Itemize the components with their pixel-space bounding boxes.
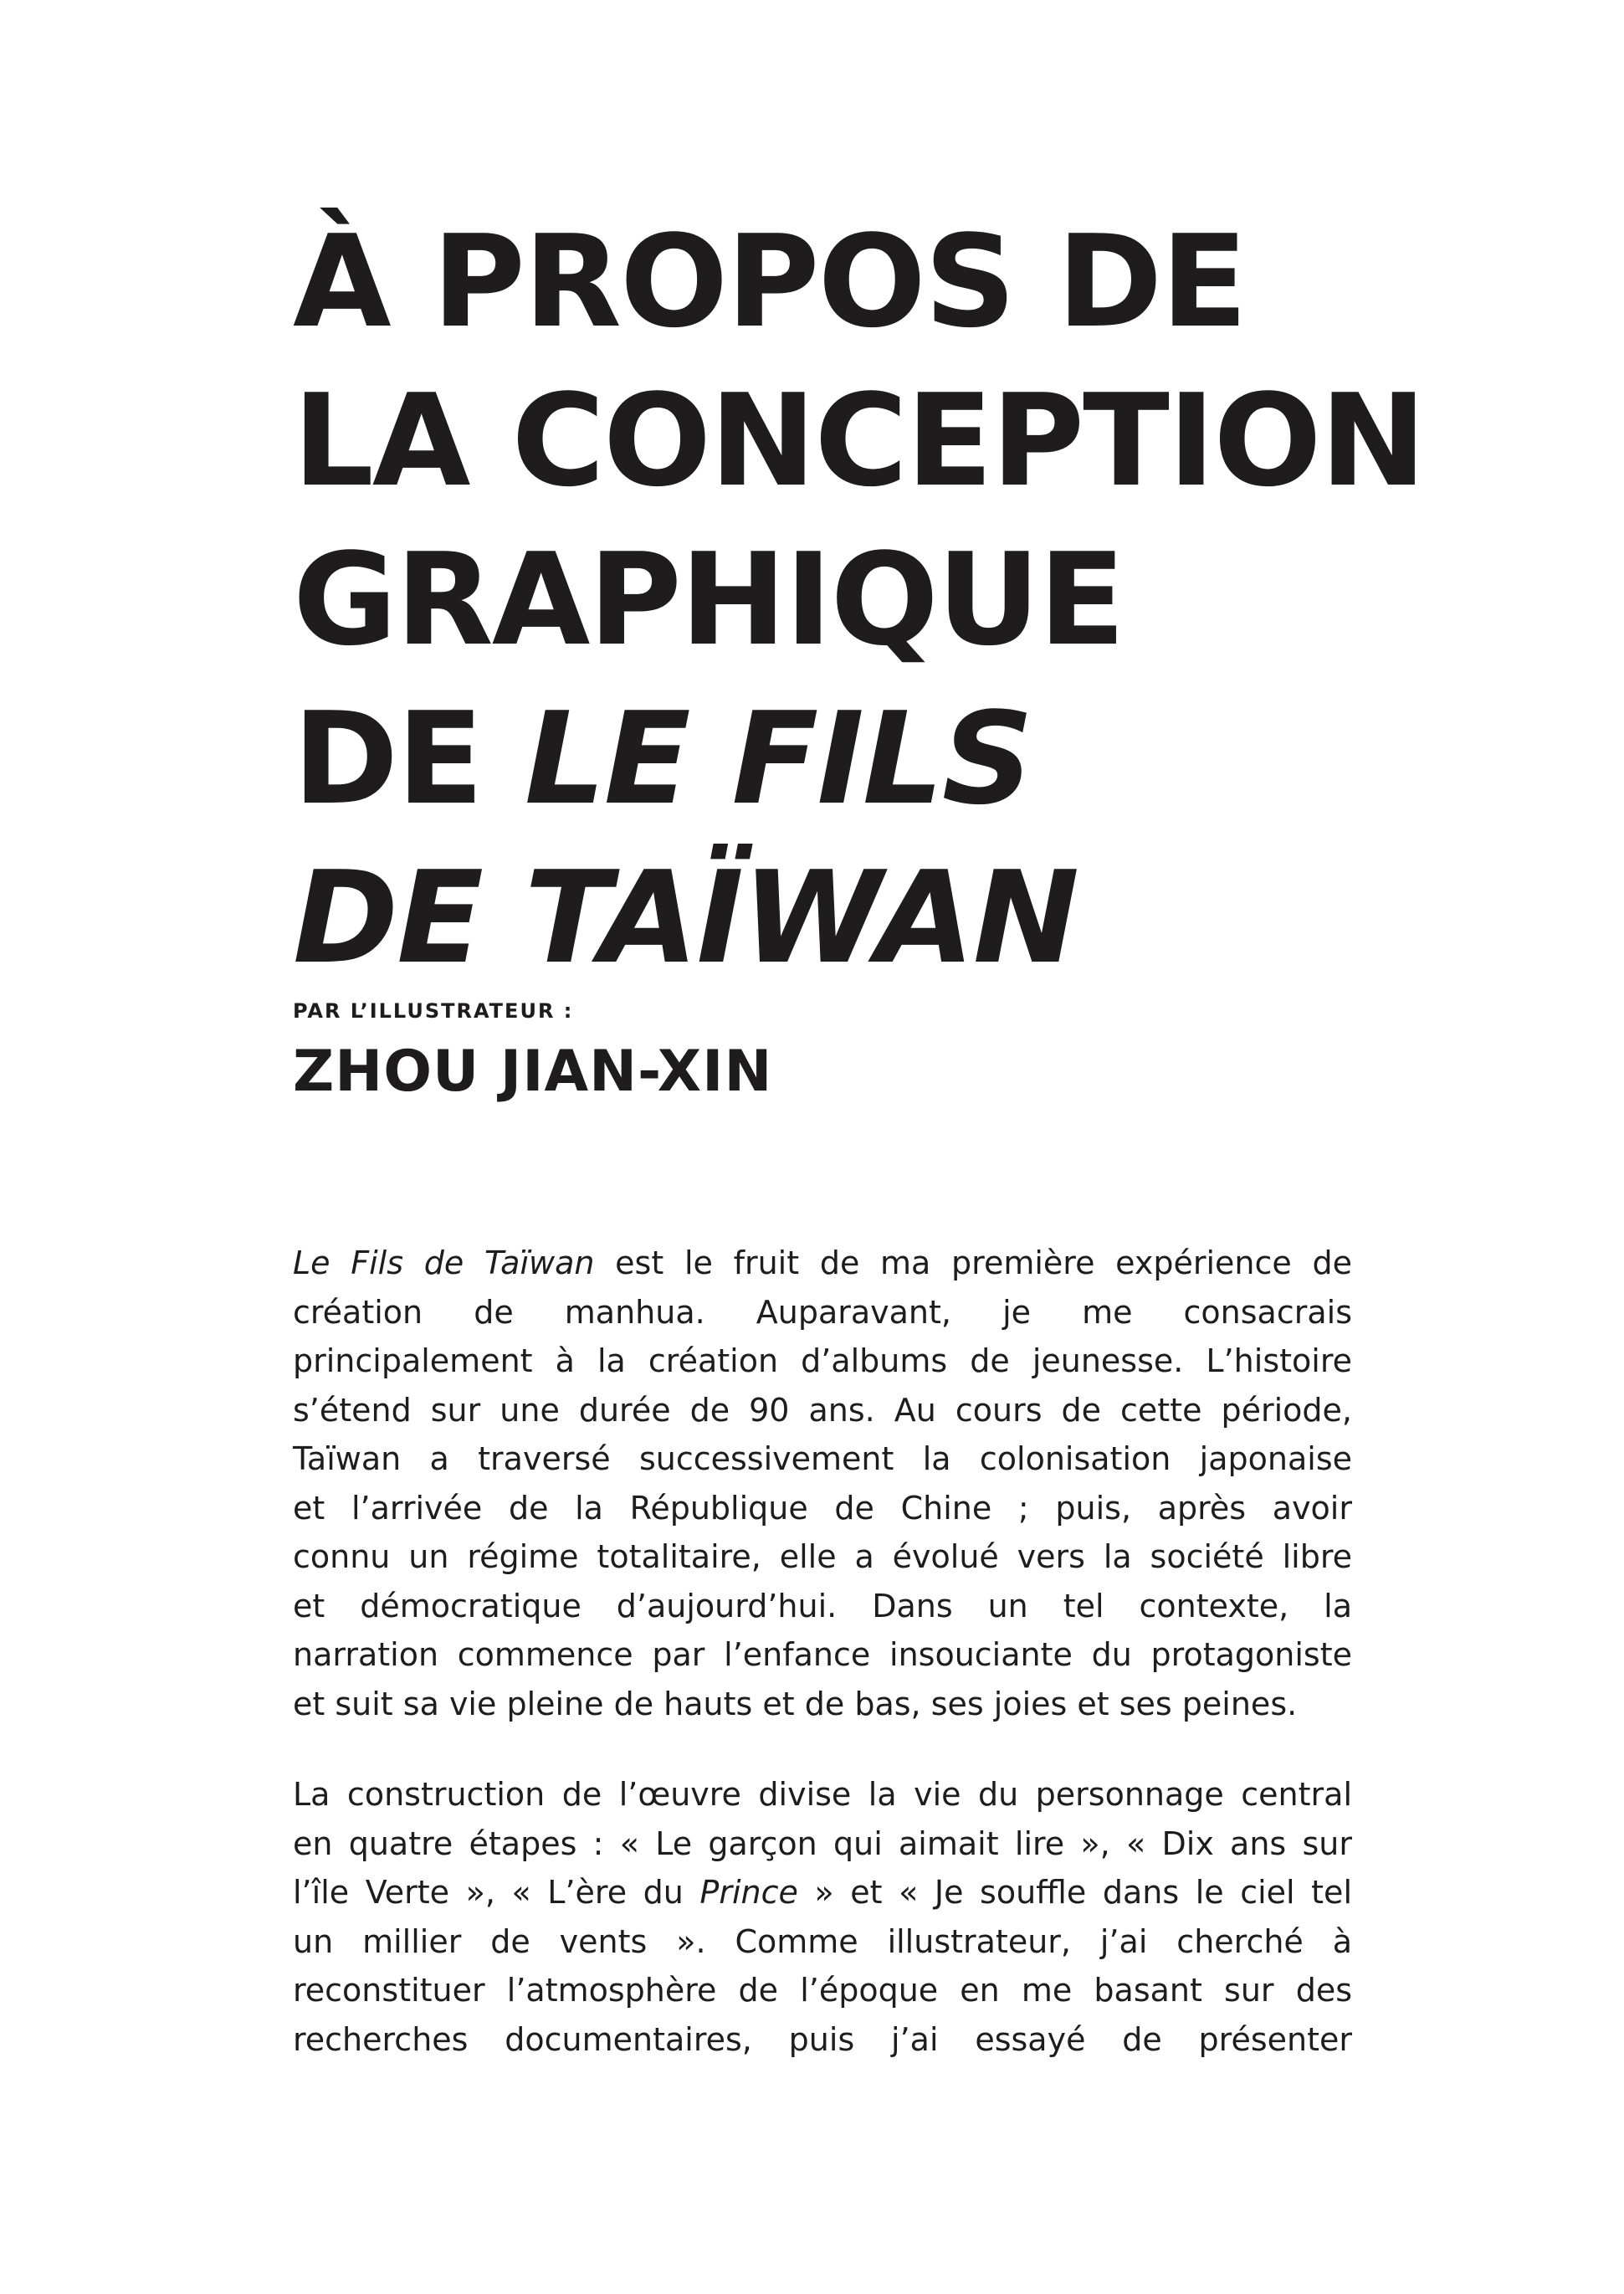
title-line-2: LA CONCEPTION: [293, 367, 1425, 515]
title-line-4-prefix: DE: [293, 685, 525, 833]
paragraph-line: recherches documentaires, puis j’ai essayé de présenter: [293, 2020, 1352, 2058]
paragraph-1: [293, 1239, 1352, 1728]
paragraph-line: s’étend sur une durée de 90 ans. Au cours de cette période,: [293, 1391, 1352, 1429]
paragraph-line: La construction de l’œuvre divise la vie du personnage central: [293, 1776, 1352, 1813]
paragraph-line: création de manhua. Auparavant, je me consacrais: [293, 1293, 1352, 1331]
paragraph-line: [293, 1868, 1352, 1917]
paragraph-line: reconstituer l’atmosphère de l’époque en me basant sur des: [293, 1972, 1352, 2009]
book-title-italic: Le Fils de Taïwan: [293, 1245, 595, 1281]
paragraph-line-text: est le fruit de ma première expérience de: [594, 1245, 1352, 1281]
paragraph-line: un millier de vents ». Comme illustrateur, j’ai cherché à: [293, 1922, 1352, 1960]
paragraph-line-text: l’île Verte », « L’ère du: [293, 1874, 700, 1911]
paragraph-line: connu un régime totalitaire, elle a évolué vers la société libre: [293, 1538, 1352, 1575]
body-text: [293, 1239, 1352, 2064]
paragraph-line: en quatre étapes : « Le garçon qui aimait lire », « Dix ans sur: [293, 1824, 1352, 1862]
paragraph-line: Taïwan a traversé successivement la colonisation japonaise: [293, 1440, 1352, 1477]
author-name: ZHOU JIAN-XIN: [293, 1039, 773, 1105]
page-title: [293, 203, 1464, 998]
title-line-4: [293, 680, 1464, 839]
paragraph-line: [293, 1239, 1352, 1288]
paragraph-line: et suit sa vie pleine de hauts et de bas, ses joies et ses peines.: [293, 1685, 1298, 1722]
paragraph-line-text: » et « Je souffle dans le ciel tel: [797, 1874, 1352, 1911]
title-line-5: DE TAÏWAN: [293, 844, 1078, 992]
paragraph-line: narration commence par l’enfance insouciante du protagoniste: [293, 1636, 1352, 1673]
byline-kicker: PAR L’ILLUSTRATEUR :: [293, 999, 574, 1023]
paragraph-2: [293, 1770, 1352, 2064]
paragraph-line: et démocratique d’aujourd’hui. Dans un tel contexte, la: [293, 1587, 1352, 1624]
prince-italic: Prince: [699, 1874, 798, 1911]
byline: [293, 998, 1381, 1106]
title-line-3: GRAPHIQUE: [293, 526, 1125, 674]
paragraph-line: et l’arrivée de la République de Chine ; puis, après avoir: [293, 1489, 1352, 1527]
title-line-1: À PROPOS DE: [293, 208, 1247, 356]
paragraph-line: principalement à la création d’albums de jeunesse. L’histoire: [293, 1342, 1352, 1379]
title-line-4-italic: LE FILS: [524, 685, 1032, 833]
